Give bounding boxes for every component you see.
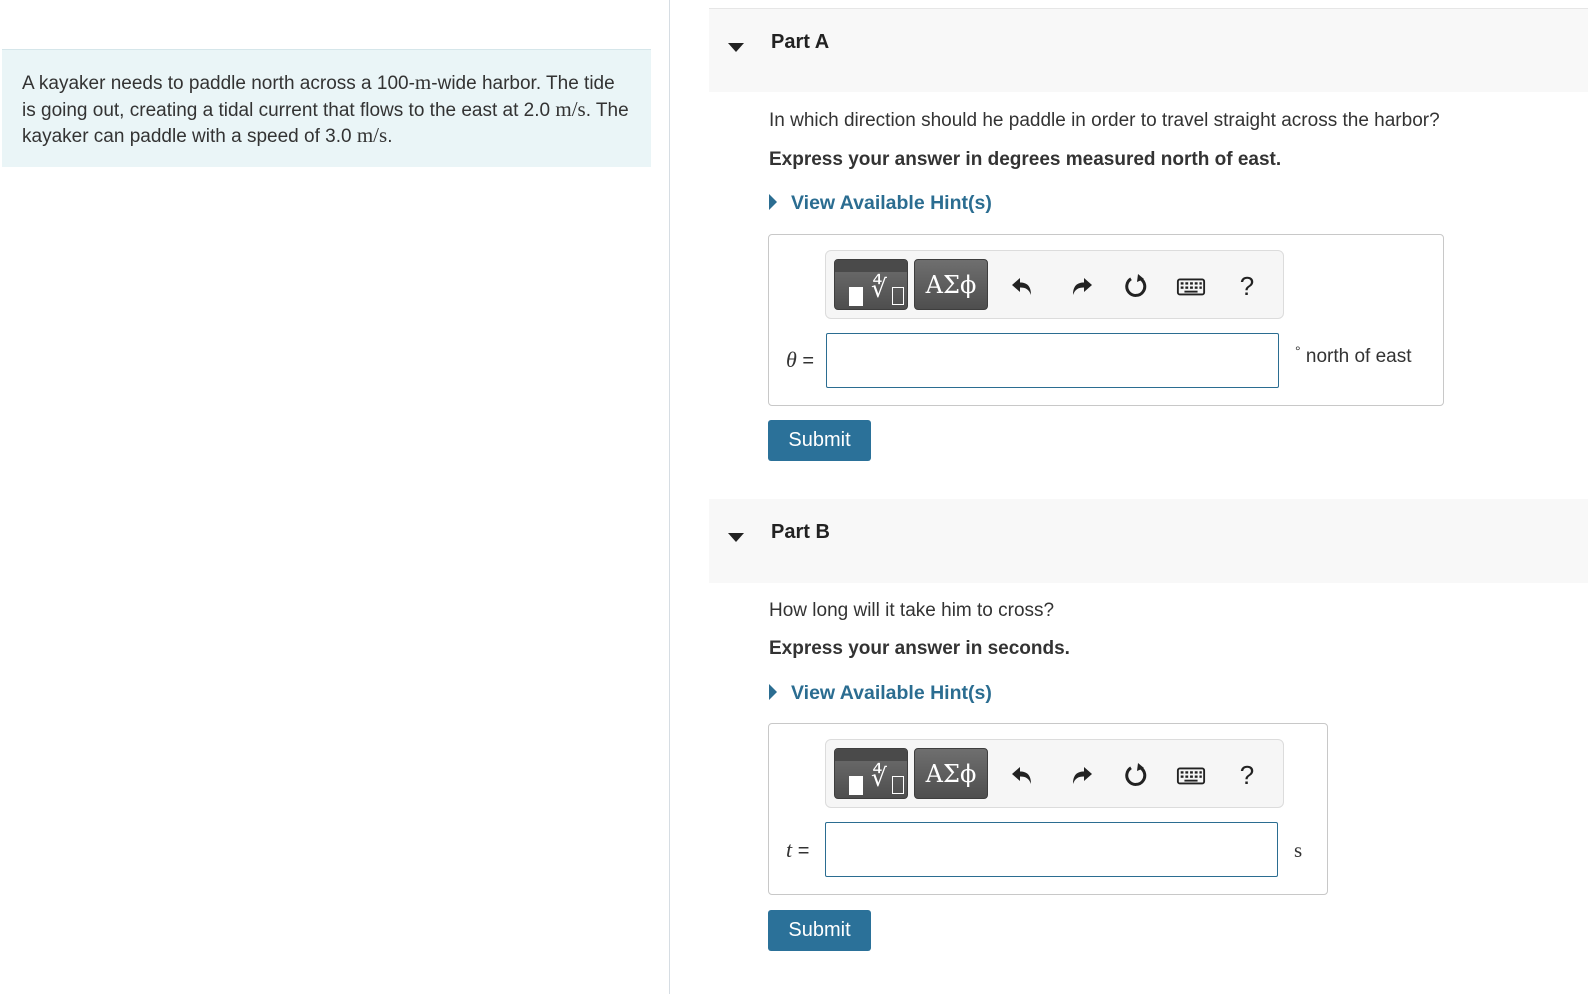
math-toolbar — [825, 250, 1284, 319]
part-a-submit-button[interactable]: Submit — [768, 420, 871, 461]
problem-pane — [0, 0, 670, 994]
redo-icon[interactable] — [1066, 271, 1096, 301]
unit-meters-per-second: m/s — [555, 96, 586, 121]
templates-button[interactable]: ∜ — [834, 259, 908, 310]
answer-input[interactable] — [826, 333, 1279, 388]
part-b-instruction: Express your answer in seconds. — [769, 638, 1070, 659]
degree-symbol: ° — [1295, 343, 1301, 359]
undo-icon[interactable] — [1008, 760, 1038, 790]
part-b-header[interactable] — [709, 499, 1588, 583]
part-b-title: Part B — [771, 521, 830, 543]
problem-text-2: -wide harbor. The tide is going out, creating a tidal current that flows to the east at 2.0 — [22, 73, 615, 121]
part-b-answer-box — [768, 723, 1328, 895]
templates-button[interactable]: ∜ — [834, 748, 908, 799]
parts-pane — [670, 0, 1588, 994]
part-a-hint-toggle[interactable] — [769, 192, 992, 215]
hint-label: View Available Hint(s) — [791, 682, 992, 704]
hint-label: View Available Hint(s) — [791, 192, 992, 214]
problem-statement — [2, 49, 651, 167]
unit-label: ° north of east — [1295, 343, 1412, 367]
reset-icon[interactable] — [1121, 271, 1151, 301]
redo-icon[interactable] — [1066, 760, 1096, 790]
greek-letters-button[interactable]: ΑΣϕ — [914, 259, 988, 310]
part-a-answer-box — [768, 234, 1444, 406]
problem-text-4: . — [387, 126, 393, 147]
part-a-question: In which direction should he paddle in order to travel straight across the harbor? — [769, 110, 1440, 131]
unit-meters: m — [414, 70, 432, 94]
collapse-caret-icon[interactable] — [728, 43, 744, 52]
undo-icon[interactable] — [1008, 271, 1038, 301]
help-icon[interactable]: ? — [1239, 271, 1255, 301]
part-a-title: Part A — [771, 31, 830, 53]
problem-text-3: . The kayaker can paddle with a speed of 3.0 — [22, 99, 629, 147]
part-b-submit-button[interactable]: Submit — [768, 910, 871, 951]
variable-label: θ = — [786, 347, 815, 372]
keyboard-icon[interactable] — [1176, 271, 1208, 301]
problem-text-1: A kayaker needs to paddle north across a 100- — [22, 73, 415, 94]
help-icon[interactable]: ? — [1239, 760, 1255, 790]
templates-icon — [835, 749, 907, 761]
part-b-hint-toggle[interactable] — [769, 682, 992, 705]
templates-icon — [835, 260, 907, 272]
expand-triangle-icon — [769, 684, 777, 700]
collapse-caret-icon[interactable] — [728, 533, 744, 542]
math-toolbar — [825, 739, 1284, 808]
expand-triangle-icon — [769, 194, 777, 210]
unit-label: s — [1294, 838, 1303, 862]
variable-label: t = — [786, 837, 810, 862]
unit-meters-per-second: m/s — [356, 123, 388, 147]
keyboard-icon[interactable] — [1176, 760, 1208, 790]
part-b-question: How long will it take him to cross? — [769, 600, 1055, 621]
answer-input[interactable] — [825, 822, 1278, 877]
part-a-header[interactable] — [709, 8, 1588, 92]
part-a-instruction: Express your answer in degrees measured north of east. — [769, 149, 1282, 170]
reset-icon[interactable] — [1121, 760, 1151, 790]
greek-letters-button[interactable]: ΑΣϕ — [914, 748, 988, 799]
